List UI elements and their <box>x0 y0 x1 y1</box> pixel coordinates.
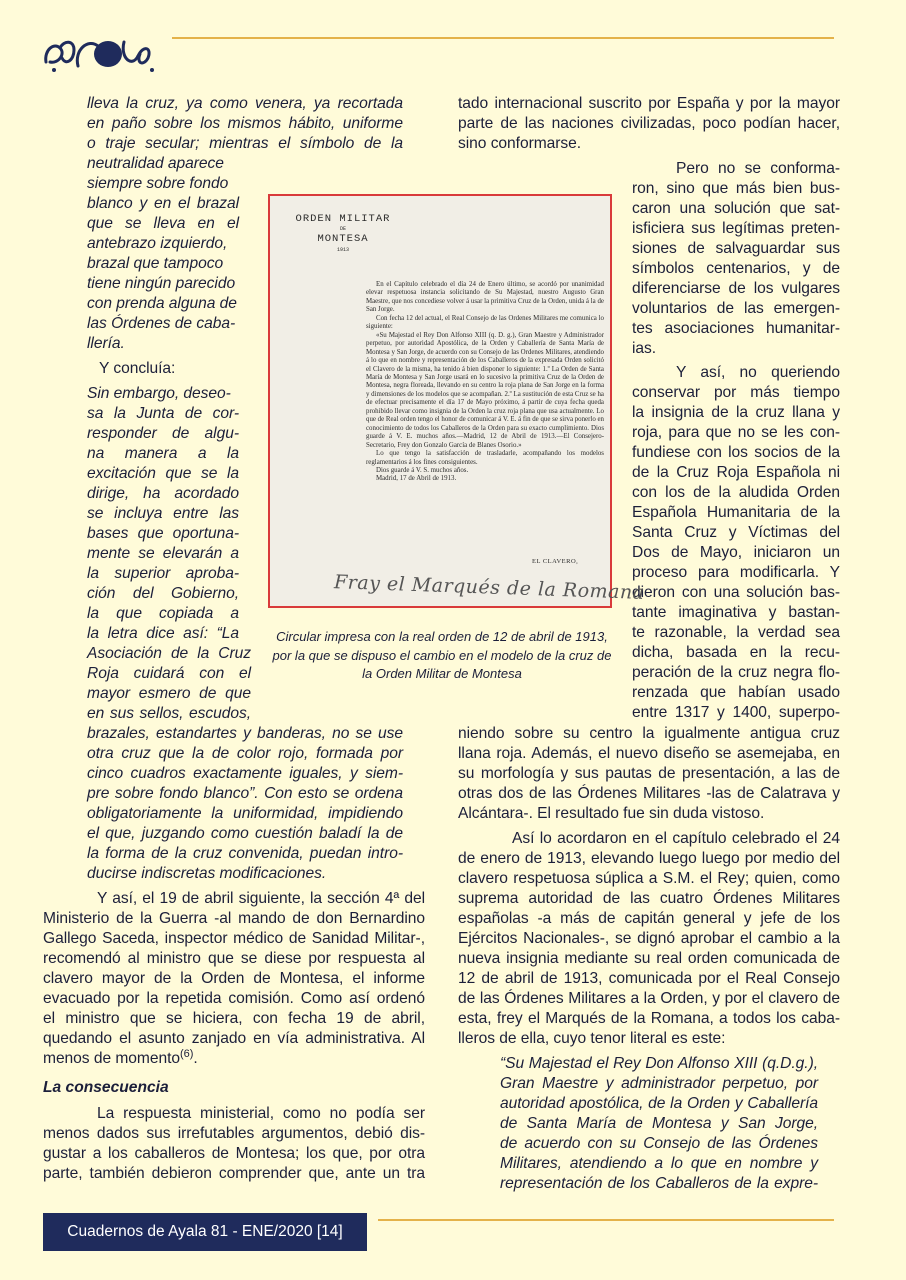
col1-line: recomendó al ministro que se diese por respuesta al <box>43 950 425 967</box>
col2-line: parte de las naciones civilizadas, poco podían hacer, <box>458 115 840 132</box>
col1-line: la forma de la cruz convenida, puedan intro- <box>87 845 403 862</box>
col1-line: gustar a los caballeros de Montesa; los que, por otra <box>43 1145 425 1162</box>
col1-line: ción del Gobierno, <box>87 585 239 602</box>
col2-line: siones de salvaguardar sus <box>632 240 840 257</box>
quote-line: Militares, atendiendo a lo que en nombre y <box>500 1155 818 1172</box>
col2-line: tes asociaciones humanitar- <box>632 320 840 337</box>
col1-line: el que, juzgando como cuestión baladí la de <box>87 825 403 842</box>
col2-line: conservar por más tiempo <box>632 384 840 401</box>
quote-line: de acuerdo con su Consejo de las Órdenes <box>500 1135 818 1152</box>
col1-line: o traje secular; mientras el símbolo de la <box>87 135 403 152</box>
col1-line: se incluya entre las <box>87 505 239 522</box>
col2-line: fundiese con los socios de la <box>632 444 840 461</box>
col2-line: su morfología y sus pautas de presentación, a las de <box>458 765 840 782</box>
col2-line: ias. <box>632 340 657 357</box>
quote-line: “Su Majestad el Rey Don Alfonso XIII (q.D.g.), <box>500 1055 818 1072</box>
col1-line: cinco cuadros exactamente iguales, y siem- <box>87 765 403 782</box>
col2-line: suprema autoridad de las cuatro Órdenes Militares <box>458 890 840 907</box>
col2-line: sino conformarse. <box>458 135 582 152</box>
col1-line: el ministro que se hiciera, con fecha 19 de abril, <box>43 1010 425 1027</box>
document-image <box>268 194 645 608</box>
col1-line: evacuado por la repetida comisión. Como así ordenó <box>43 990 425 1007</box>
col2-line: Así lo acordaron en el capítulo celebrado el 24 <box>512 830 840 847</box>
col1-line: Asociación de la Cruz <box>87 645 251 662</box>
col2-line: tante imaginativa y bastan- <box>632 604 840 621</box>
col2-line: te razonable, la verdad sea <box>632 624 840 641</box>
col1-line: las Órdenes de caba- <box>87 315 236 332</box>
col2-line: 12 de abril de 1913, comunicada por el Real Consejo <box>458 970 840 987</box>
col2-line: clavero respetuosa súplica a S.M. el Rey; quien, como <box>458 870 840 887</box>
col2-line: diferenciarse de los vulgares <box>632 280 840 297</box>
col2-line: la insignia de la cruz llana y <box>632 404 840 421</box>
col2-line: tado internacional suscrito por España y por la mayor <box>458 95 840 112</box>
footnote-ref: (6) <box>180 1048 194 1060</box>
col1-line: bases que oportuna- <box>87 525 239 542</box>
col2-line: otras dos de las Órdenes Militares -las de Calatrava y <box>458 785 840 802</box>
document-header: ORDEN MILITAR DE MONTESA 1913 <box>295 213 391 253</box>
col2-line: entre 1317 y 1400, superpo- <box>632 704 840 721</box>
col2-line: nueva insignia mediante su real orden comunicada de <box>458 950 840 967</box>
col2-line: dicha, basada en la recu- <box>632 644 840 661</box>
col1-line: Sin embargo, deseo- <box>87 385 231 402</box>
col2-line: esta, frey el Marqués de la Romana, a todos los caba- <box>458 1010 840 1027</box>
col1-line: la letra dice así: “La <box>87 625 239 642</box>
col2-line: Dos de Mayo, iniciaron un <box>632 544 840 561</box>
col1-line: otra cruz que la de color rojo, formada por <box>87 745 403 762</box>
col2-line: roja, para que no se les con- <box>632 424 840 441</box>
col1-line: Ministerio de la Guerra -al mando de don Bernardino <box>43 910 425 927</box>
col1-line: Roja cuidará con el <box>87 665 251 682</box>
col1-line: lleva la cruz, ya como venera, ya recortada <box>87 95 403 112</box>
col1-line: brazal que tampoco <box>87 255 224 272</box>
col1-line: que se lleva en el <box>87 215 239 232</box>
col2-line: Española Humanitaria de la <box>632 504 840 521</box>
col1-line: ducirse indiscretas modificaciones. <box>87 865 327 882</box>
col2-line: lleros de ella, cuyo tenor literal es este: <box>458 1030 726 1047</box>
col2-line: Ejércitos Nacionales-, se dignó aprobar el cambio a la <box>458 930 840 947</box>
col1-line: la superior aproba- <box>87 565 239 582</box>
col1-line: antebrazo izquierdo, <box>87 235 228 252</box>
col2-line: dieron con una solución bas- <box>632 584 840 601</box>
col1-line: clavero mayor de la Orden de Montesa, el informe <box>43 970 425 987</box>
col2-line: Santa Cruz y Víctimas del <box>632 524 840 541</box>
col2-line: Pero no se conforma- <box>676 160 840 177</box>
col1-line: pre sobre fondo blanco”. Con esto se ordena <box>87 785 403 802</box>
col1-line: excitación que se la <box>87 465 239 482</box>
col1-line: brazales, estandartes y banderas, no se use <box>87 725 403 742</box>
header-rule <box>172 37 834 39</box>
col2-line: ron, sino que más bien bus- <box>632 180 840 197</box>
col2-line: peración de la cruz negra flo- <box>632 664 840 681</box>
page-footer: Cuadernos de Ayala 81 - ENE/2020 [14] <box>43 1213 367 1251</box>
footer-rule <box>378 1219 834 1221</box>
col1-line-last: menos de momento$^{(6)}$. <box>43 1048 198 1067</box>
logo-text: ayala <box>40 75 43 76</box>
col2-line: isficiera sus legítimas preten- <box>632 220 840 237</box>
col1-line: siempre sobre fondo <box>87 175 229 192</box>
document-signature-label: EL CLAVERO, <box>532 558 579 565</box>
col2-line: llana roja. Además, el nuevo diseño se asemejaba, en <box>458 745 840 762</box>
col1-line: Y concluía: <box>99 360 176 377</box>
col1-line: en sus sellos, escudos, <box>87 705 251 722</box>
col2-line: renzada que habían usado <box>632 684 840 701</box>
col2-line: voluntarios de las emergen- <box>632 300 840 317</box>
quote-line: Gran Maestre y administrador perpetuo, por <box>500 1075 818 1092</box>
col1-line: La respuesta ministerial, como no podía ser <box>97 1105 425 1122</box>
col1-line: llería. <box>87 335 125 352</box>
col1-line: na manera a la <box>87 445 239 462</box>
col1-line: parte, también debieron comprender que, ante un tra <box>43 1165 425 1182</box>
col2-line: proceso para modificarla. Y <box>632 564 840 581</box>
col2-line: españolas -a más de capitán general y jefe de los <box>458 910 840 927</box>
col1-line: responder de algu- <box>87 425 239 442</box>
col2-line: de las Órdenes Militares a la Orden, y por el clavero de <box>458 990 840 1007</box>
document-body: En el Capítulo celebrado el día 24 de Enero último, se acordó por unanimidad elevar respetuosa instancia solicitando de Su Majestad, nuestro Augusto Gran Maestre, que nos concediese volver á usar la primitiva Cruz de la Orden, unida á la de San Jorge. Con fecha 12 del actual, el Real Consejo de las Ordenes Militares me comunica lo siguiente: «Su Majestad el Rey Don Alfonso XIII (q. D. g.), Gran Maestre y Administrador perpetuo, por autoridad Apostólica, de la Orden y Caballería de Santa María de Montesa y San Jorge, de acuerdo con su Consejo de las Ordenes Militares, atendiendo á lo que en nombre y representación de los Caballeros de la expresada Orden solicitó el Clavero de la misma, ha tenido á bien disponer lo siguiente: 1.º La Orden de Santa María de Montesa y San Jorge usará en lo sucesivo la primitiva Cruz de la Orden de Montesa, negra floreada, llevando en su centro la roja plana de San Jorge en la forma y dimensiones de los modelos que se acompañan. 2.º La sustitución de esta Cruz se ha de efectuar precisamente el día 17 de Mayo próximo, á partir de cuya fecha queda prohibido llevar como insignia de la Orden la cruz roja plana que usa actualmente. Lo que de Real orden tengo el honor de comunicar á V. E. á fin de que se sirva ponerlo en conocimiento de todos los Caballeros de la Orden para su exacto cumplimiento. Dios guarde á V. E. muchos años.—Madrid, 12 de Abril de 1913.—El Consejero-Secretario, Frey don Gonzalo García de Blanes Osorio.» Lo que tengo la satisfacción de trasladarle, acompañando los modelos reglamentarios á los fines consiguientes. Dios guarde á V. S. muchos años. Madrid, 17 de Abril de 1913. <box>366 281 604 483</box>
quote-line: de Santa María de Montesa y San Jorge, <box>500 1115 818 1132</box>
col2-line: Y así, no queriendo <box>676 364 840 381</box>
col2-line: Alcántara-. El resultado fue sin duda vistoso. <box>458 805 765 822</box>
quote-line: representación de los Caballeros de la expre- <box>500 1175 818 1192</box>
col1-line: blanco y en el brazal <box>87 195 239 212</box>
col2-line: niendo sobre su centro la igualmente antigua cruz <box>458 725 840 742</box>
col2-line: de la Cruz Roja Española ni <box>632 464 840 481</box>
figure-caption: Circular impresa con la real orden de 12 de abril de 1913, por la que se dispuso el cambio en el modelo de la cruz de la Orden Militar de Montesa <box>272 629 612 681</box>
col1-line: sa la Junta de cor- <box>87 405 239 422</box>
col1-line: con prenda alguna de <box>87 295 237 312</box>
ayala-logo <box>40 32 158 76</box>
subheading: La consecuencia <box>43 1079 169 1096</box>
col2-line: con los de la aludida Orden <box>632 484 840 501</box>
col2-line: de enero de 1913, elevando luego luego por medio del <box>458 850 840 867</box>
col1-line: mayor esmero de que <box>87 685 251 702</box>
col1-line: Gallego Saceda, inspector médico de Sanidad Militar-, <box>43 930 425 947</box>
col2-line: caron una solución que sat- <box>632 200 840 217</box>
col2-line: símbolos centenarios, y de <box>632 260 840 277</box>
col1-line: obligatoriamente la uniformidad, impidiendo <box>87 805 403 822</box>
handwritten-signature: Fray el Marqués de la Romana <box>333 571 645 604</box>
col1-line: menos dados sus irrefutables argumentos, debió dis- <box>43 1125 425 1142</box>
col1-line: mente se elevarán a <box>87 545 239 562</box>
col1-line: tiene ningún parecido <box>87 275 236 292</box>
col1-line: neutralidad aparece <box>87 155 224 172</box>
col1-line: dirige, ha acordado <box>87 485 239 502</box>
col1-line: quedando el asunto zanjado en vía administrativa. Al <box>43 1030 425 1047</box>
quote-line: autoridad apostólica, de la Orden y Caballería <box>500 1095 818 1112</box>
col1-line: Y así, el 19 de abril siguiente, la sección 4ª del <box>97 890 425 907</box>
col1-line: la que copiada a <box>87 605 239 622</box>
col1-line: en paño sobre los mismos hábito, uniforme <box>87 115 403 132</box>
